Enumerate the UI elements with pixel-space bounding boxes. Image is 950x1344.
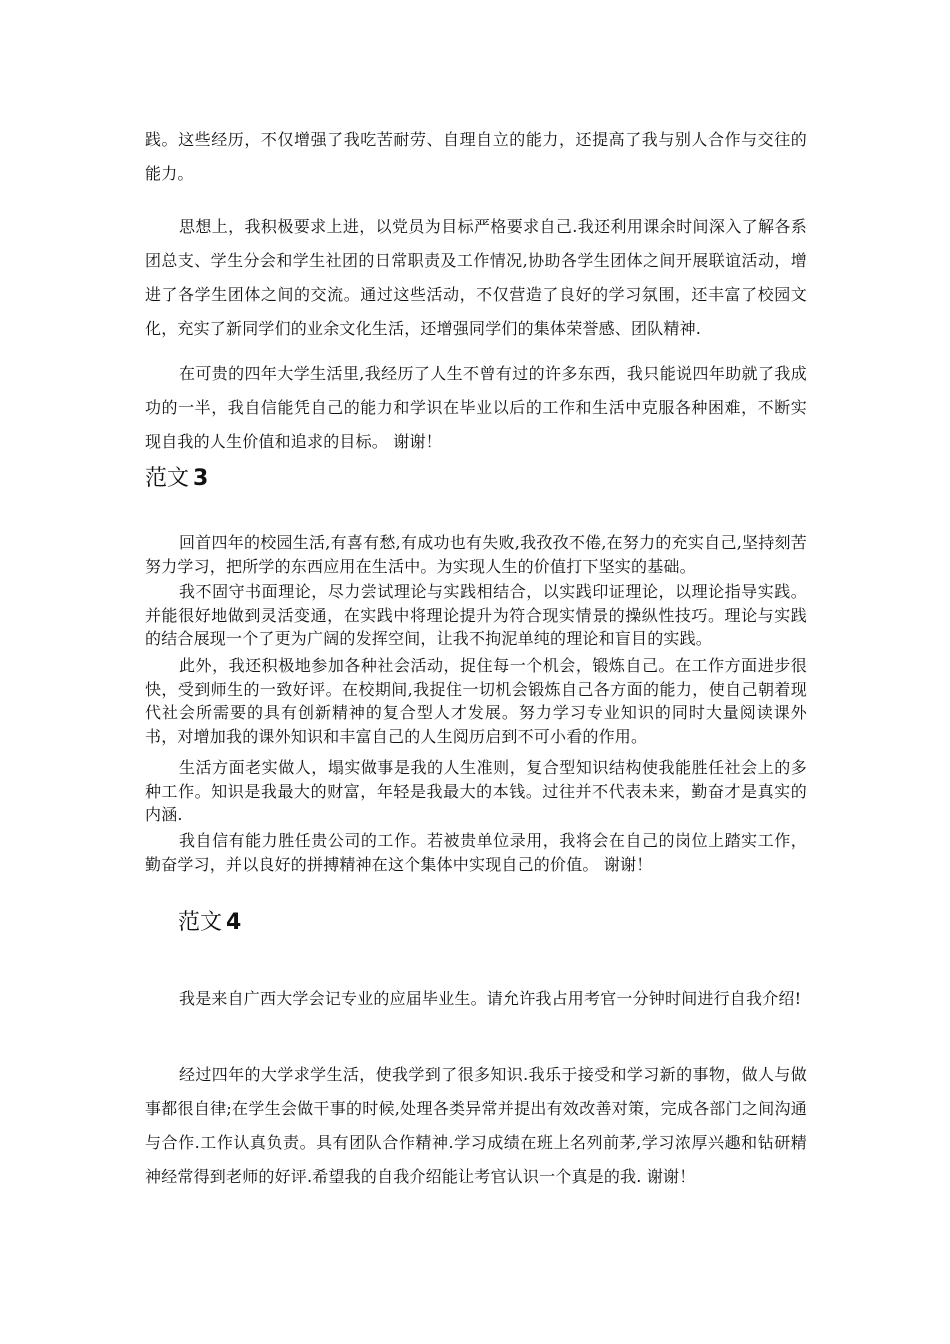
paragraph-introduction: 我是来自广西大学会记专业的应届毕业生。请允许我占用考官一分钟时间进行自我介绍!	[179, 989, 802, 1008]
paragraph-conclusion: 在可贵的四年大学生活里,我经历了人生不曾有过的许多东西，我只能说四年助就了我成功的一半，我自信能凭自己的能力和学识在毕业以后的工作和生活中克服各种困难，不断实现自我的人生价值和追求的目标。 谢谢！	[145, 364, 807, 451]
paragraph-university-life: 经过四年的大学求学生活，使我学到了很多知识.我乐于接受和学习新的事物，做人与做事都很自律;在学生会做干事的时候,处理各类异常并提出有效改善对策，完成各部门之间沟通与合作.工作认真负责。具有团队合作精神.学习成绩在班上名列前茅,学习浓厚兴趣和钻研精神经常得到老师的好评.希望我的自我介绍能让考官认识一个真是的我. 谢谢！	[145, 1065, 807, 1186]
heading-sample-4-number: 4	[226, 910, 242, 935]
paragraph-theory-practice: 我不固守书面理论，尽力尝试理论与实践相结合，以实践印证理论，以理论指导实践。并能很好地做到灵活变通，在实践中将理论提升为符合现实情景的操纵性技巧。理论与实践的结合展现一个了更为广阔的发挥空间，让我不拘泥单纯的理论和盲目的实践。	[145, 582, 807, 648]
heading-sample-3	[145, 464, 208, 494]
paragraph-continuation: 践。这些经历，不仅增强了我吃苦耐劳、自理自立的能力，还提高了我与别人合作与交往的能力。	[145, 130, 807, 183]
heading-sample-3-number: 3	[193, 466, 209, 491]
paragraph-activities: 此外，我还积极地参加各种社会活动，捉住每一个机会，锻炼自己。在工作方面进步很快，受到师生的一致好评。在校期间,我捉住一切机会锻炼自己各方面的能力，使自己朝着现代社会所需要的具有创新精神的复合型人才发展。努力学习专业知识的同时大量阅读课外书，对增加我的课外知识和丰富自己的人生阅历启到不可小看的作用。	[145, 656, 807, 746]
heading-sample-4-text: 范文	[178, 910, 223, 935]
paragraph-confidence: 我自信有能力胜任贵公司的工作。若被贵单位录用，我将会在自己的岗位上踏实工作，勤奋学习，并以良好的拼搏精神在这个集体中实现自己的价值。 谢谢！	[145, 831, 807, 874]
heading-sample-3-text: 范文	[145, 466, 190, 491]
heading-sample-4	[178, 908, 241, 938]
paragraph-ideology: 思想上，我积极要求上进，以党员为目标严格要求自己.我还利用课余时间深入了解各系团总支、学生分会和学生社团的日常职责及工作情况,协助各学生团体之间开展联谊活动，增进了各学生团体之间的交流。通过这些活动，不仅营造了良好的学习氛围，还丰富了校园文化，充实了新同学们的业余文化生活，还增强同学们的集体荣誉感、团队精神.	[145, 217, 807, 338]
paragraph-review: 回首四年的校园生活,有喜有愁,有成功也有失败,我孜孜不倦,在努力的充实自己,坚持刻苦努力学习，把所学的东西应用在生活中。为实现人生的价值打下坚实的基础。	[145, 533, 807, 576]
paragraph-life: 生活方面老实做人，塌实做事是我的人生准则，复合型知识结构使我能胜任社会上的多种工作。知识是我最大的财富，年轻是我最大的本钱。过往并不代表未来，勤奋才是真实的内涵.	[145, 758, 807, 824]
